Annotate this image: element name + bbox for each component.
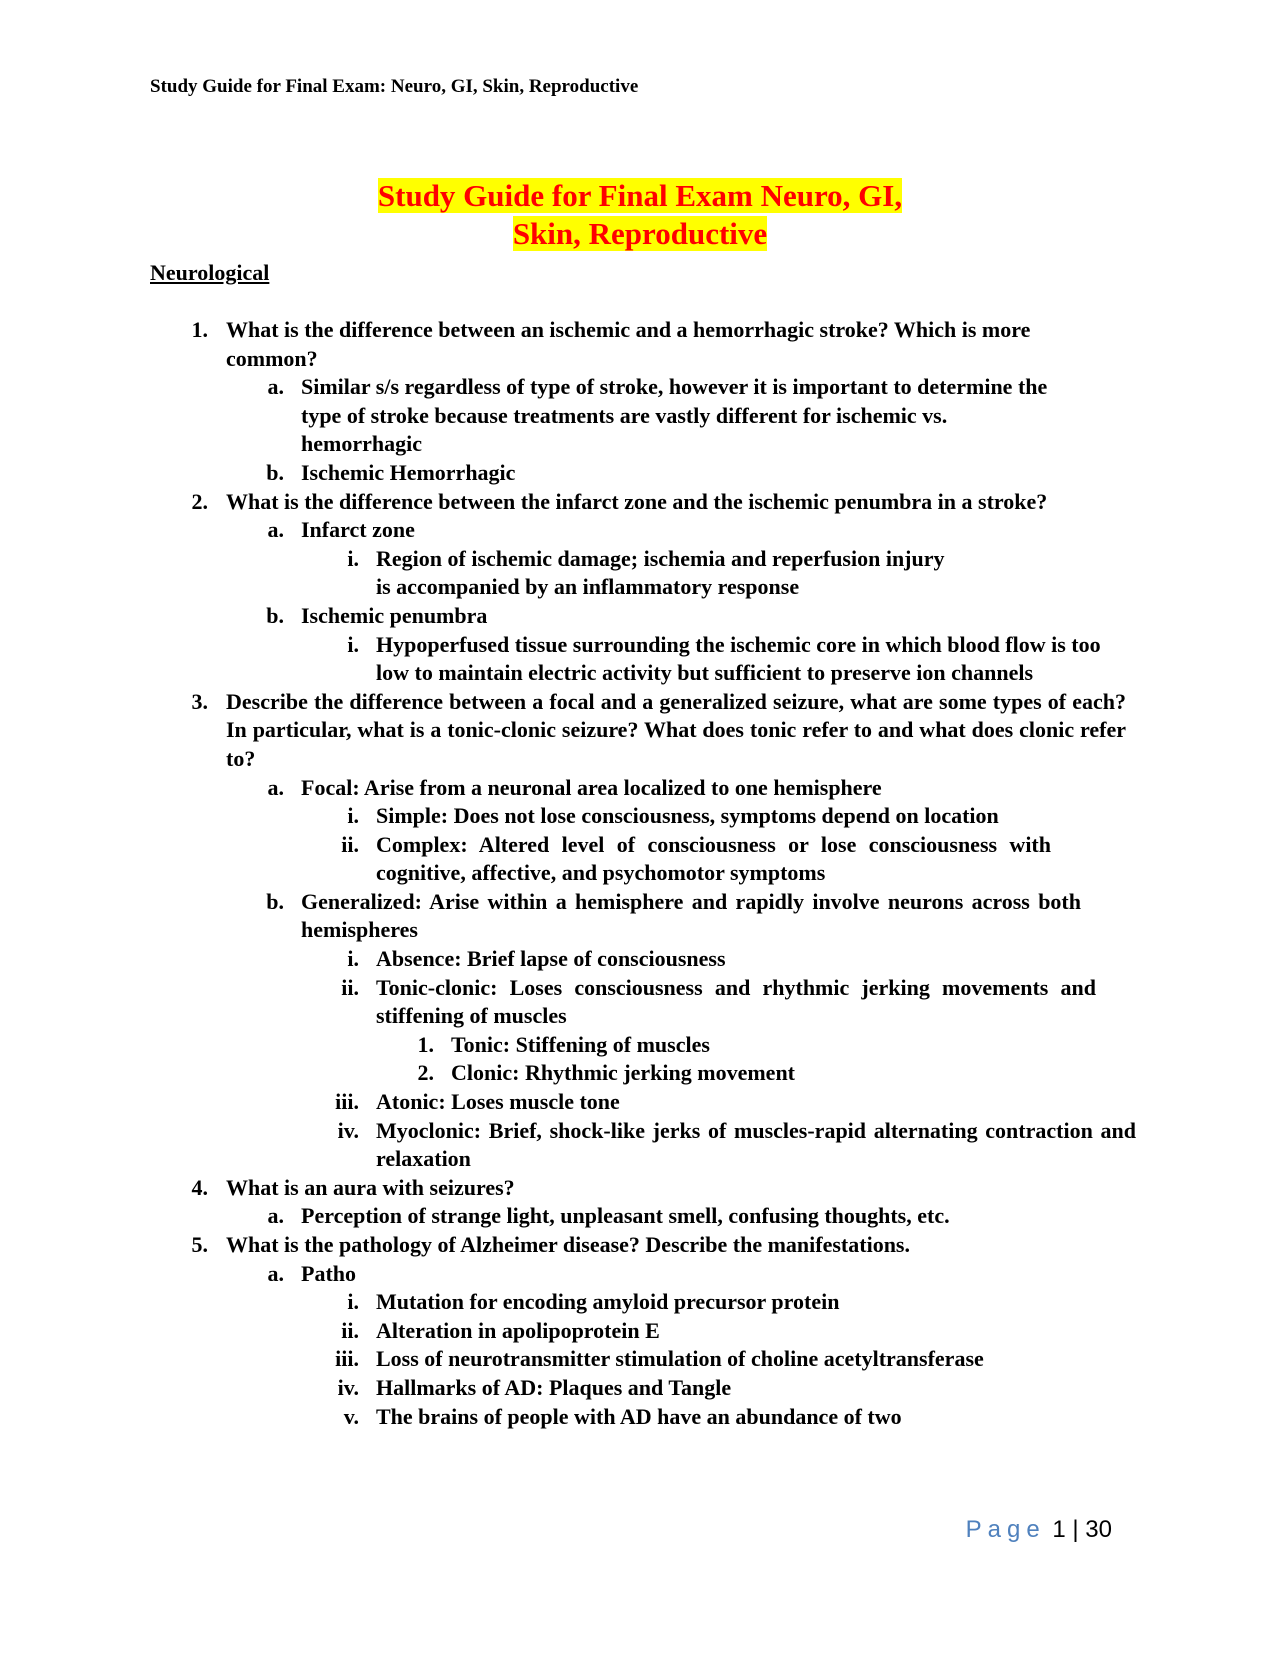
outline-item-text: Perception of strange light, unpleasant smell, confusing thoughts, etc.	[301, 1203, 950, 1229]
outline-item	[0, 1174, 1280, 1203]
outline-item-marker: ii.	[341, 1317, 359, 1343]
outline-item-text: Region of ischemic damage; ischemia and reperfusion injury is accompanied by an inflammatory response	[376, 545, 945, 600]
outline-item-text: Patho	[301, 1260, 356, 1286]
outline-item	[0, 802, 1280, 831]
outline-item-marker: i.	[347, 545, 359, 571]
outline-item-text: What is an aura with seizures?	[226, 1174, 515, 1200]
outline-item-marker: a.	[267, 774, 284, 800]
outline-item-marker: ii.	[341, 974, 359, 1000]
outline-item-text: What is the difference between the infarct zone and the ischemic penumbra in a stroke?	[226, 488, 1048, 514]
outline-item-marker: iv.	[337, 1117, 359, 1143]
outline-item-text: Loss of neurotransmitter stimulation of choline acetyltransferase	[376, 1346, 984, 1372]
outline-item-text: Mutation for encoding amyloid precursor protein	[376, 1289, 840, 1315]
outline-item-marker: 3.	[191, 688, 208, 714]
outline-item	[0, 631, 1280, 688]
outline-item-text: Infarct zone	[301, 517, 415, 543]
outline-item-marker: a.	[267, 374, 284, 400]
running-header: Study Guide for Final Exam: Neuro, GI, Skin, Reproductive	[150, 76, 639, 97]
outline-item-text: Hallmarks of AD: Plaques and Tangle	[376, 1374, 732, 1400]
page-footer	[966, 1516, 1112, 1544]
outline-item-text: Generalized: Arise within a hemisphere and rapidly involve neurons across both hemispheres	[301, 888, 1081, 943]
outline-item-marker: 2.	[417, 1060, 434, 1086]
section-heading: Neurological	[150, 260, 270, 285]
outline-item	[0, 688, 1280, 774]
outline-item-marker: 4.	[191, 1174, 208, 1200]
outline-item-marker: b.	[266, 602, 284, 628]
outline-item-text: Tonic: Stiffening of muscles	[451, 1031, 710, 1057]
outline-item-marker: v.	[343, 1403, 359, 1429]
outline-item-marker: a.	[267, 1260, 284, 1286]
outline-item-text: Clonic: Rhythmic jerking movement	[451, 1060, 796, 1086]
outline-item	[0, 516, 1280, 545]
outline-item	[0, 545, 1280, 602]
title-line-2: Skin, Reproductive	[512, 216, 768, 251]
outline-item-text: Ischemic Hemorrhagic	[301, 459, 516, 485]
outline-item	[0, 1117, 1280, 1174]
outline-item-text: Absence: Brief lapse of consciousness	[376, 946, 726, 972]
outline-item	[0, 831, 1280, 888]
outline-item	[0, 1345, 1280, 1374]
outline-item-marker: 5.	[191, 1232, 208, 1257]
outline-item-marker: 1.	[417, 1031, 434, 1057]
outline-item-marker: 2.	[191, 488, 208, 514]
outline-item-marker: i.	[347, 631, 359, 657]
outline-item	[0, 1317, 1280, 1346]
outline-item	[0, 1288, 1280, 1317]
outline-item-text: Complex: Altered level of consciousness or lose consciousness with cognitive, affective, and psychomotor symptoms	[376, 831, 1051, 886]
outline-item-marker: 1.	[191, 317, 208, 342]
outline-item	[0, 602, 1280, 631]
outline-item-text: Focal: Arise from a neuronal area localized to one hemisphere	[301, 774, 882, 800]
outline-item-text: Similar s/s regardless of type of stroke, however it is important to determine the type of stroke because treatments are vastly different for ischemic vs. hemorrhagic	[301, 374, 1048, 457]
outline-item-marker: ii.	[341, 831, 359, 857]
outline-item-marker: a.	[267, 517, 284, 543]
outline-item-text: Simple: Does not lose consciousness, symptoms depend on location	[376, 803, 999, 829]
outline-item-marker: iv.	[337, 1374, 359, 1400]
outline-item-marker: iii.	[335, 1346, 359, 1372]
outline-item	[0, 774, 1280, 803]
page-number: 1 | 30	[1052, 1516, 1112, 1543]
page-label: Page	[965, 1516, 1046, 1543]
outline-item-marker: iii.	[335, 1089, 359, 1115]
outline-item	[0, 373, 1280, 459]
outline-item-text: What is the pathology of Alzheimer disease? Describe the manifestations.	[226, 1232, 910, 1257]
outline-item	[0, 316, 1280, 373]
outline-item	[0, 1059, 1280, 1088]
outline-item-text: Hypoperfused tissue surrounding the ischemic core in which blood flow is too low to maintain electric activity but sufficient to preserve ion channels	[376, 631, 1101, 686]
page-title	[0, 177, 1280, 253]
outline-item	[0, 1202, 1280, 1231]
outline-item	[0, 974, 1280, 1031]
outline-item-text: Alteration in apolipoprotein E	[376, 1317, 660, 1343]
outline-item-text: Myoclonic: Brief, shock-like jerks of muscles-rapid alternating contraction and relaxation	[376, 1117, 1136, 1172]
outline-item-text: Describe the difference between a focal and a generalized seizure, what are some types of each? In particular, what is a tonic-clonic seizure? What does tonic refer to and what does clonic refer to?	[226, 688, 1126, 771]
outline-item-text: Ischemic penumbra	[301, 602, 488, 628]
outline-item	[0, 488, 1280, 517]
outline-item-marker: a.	[267, 1203, 284, 1229]
outline-item-marker: b.	[266, 459, 284, 485]
outline-item-marker: i.	[347, 1289, 359, 1315]
outline-item-marker: b.	[266, 888, 284, 914]
outline-item-marker: i.	[347, 946, 359, 972]
outline-item-text: Atonic: Loses muscle tone	[376, 1089, 620, 1115]
outline-item	[0, 1031, 1280, 1060]
outline-item	[0, 888, 1280, 945]
outline-item-marker: i.	[347, 803, 359, 829]
outline-item	[0, 1403, 1280, 1432]
outline-item	[0, 945, 1280, 974]
outline-item	[0, 459, 1280, 488]
outline-item	[0, 1088, 1280, 1117]
outline-item	[0, 1231, 1280, 1260]
outline-item-text: Tonic-clonic: Loses consciousness and rhythmic jerking movements and stiffening of muscles	[376, 974, 1096, 1029]
title-line-1: Study Guide for Final Exam Neuro, GI,	[377, 178, 903, 213]
outline-item-text: The brains of people with AD have an abundance of two	[376, 1403, 902, 1429]
outline-item-text: What is the difference between an ischemic and a hemorrhagic stroke? Which is more common?	[226, 317, 1031, 371]
outline-list	[0, 316, 1280, 1431]
outline-item	[0, 1260, 1280, 1289]
outline-item	[0, 1374, 1280, 1403]
